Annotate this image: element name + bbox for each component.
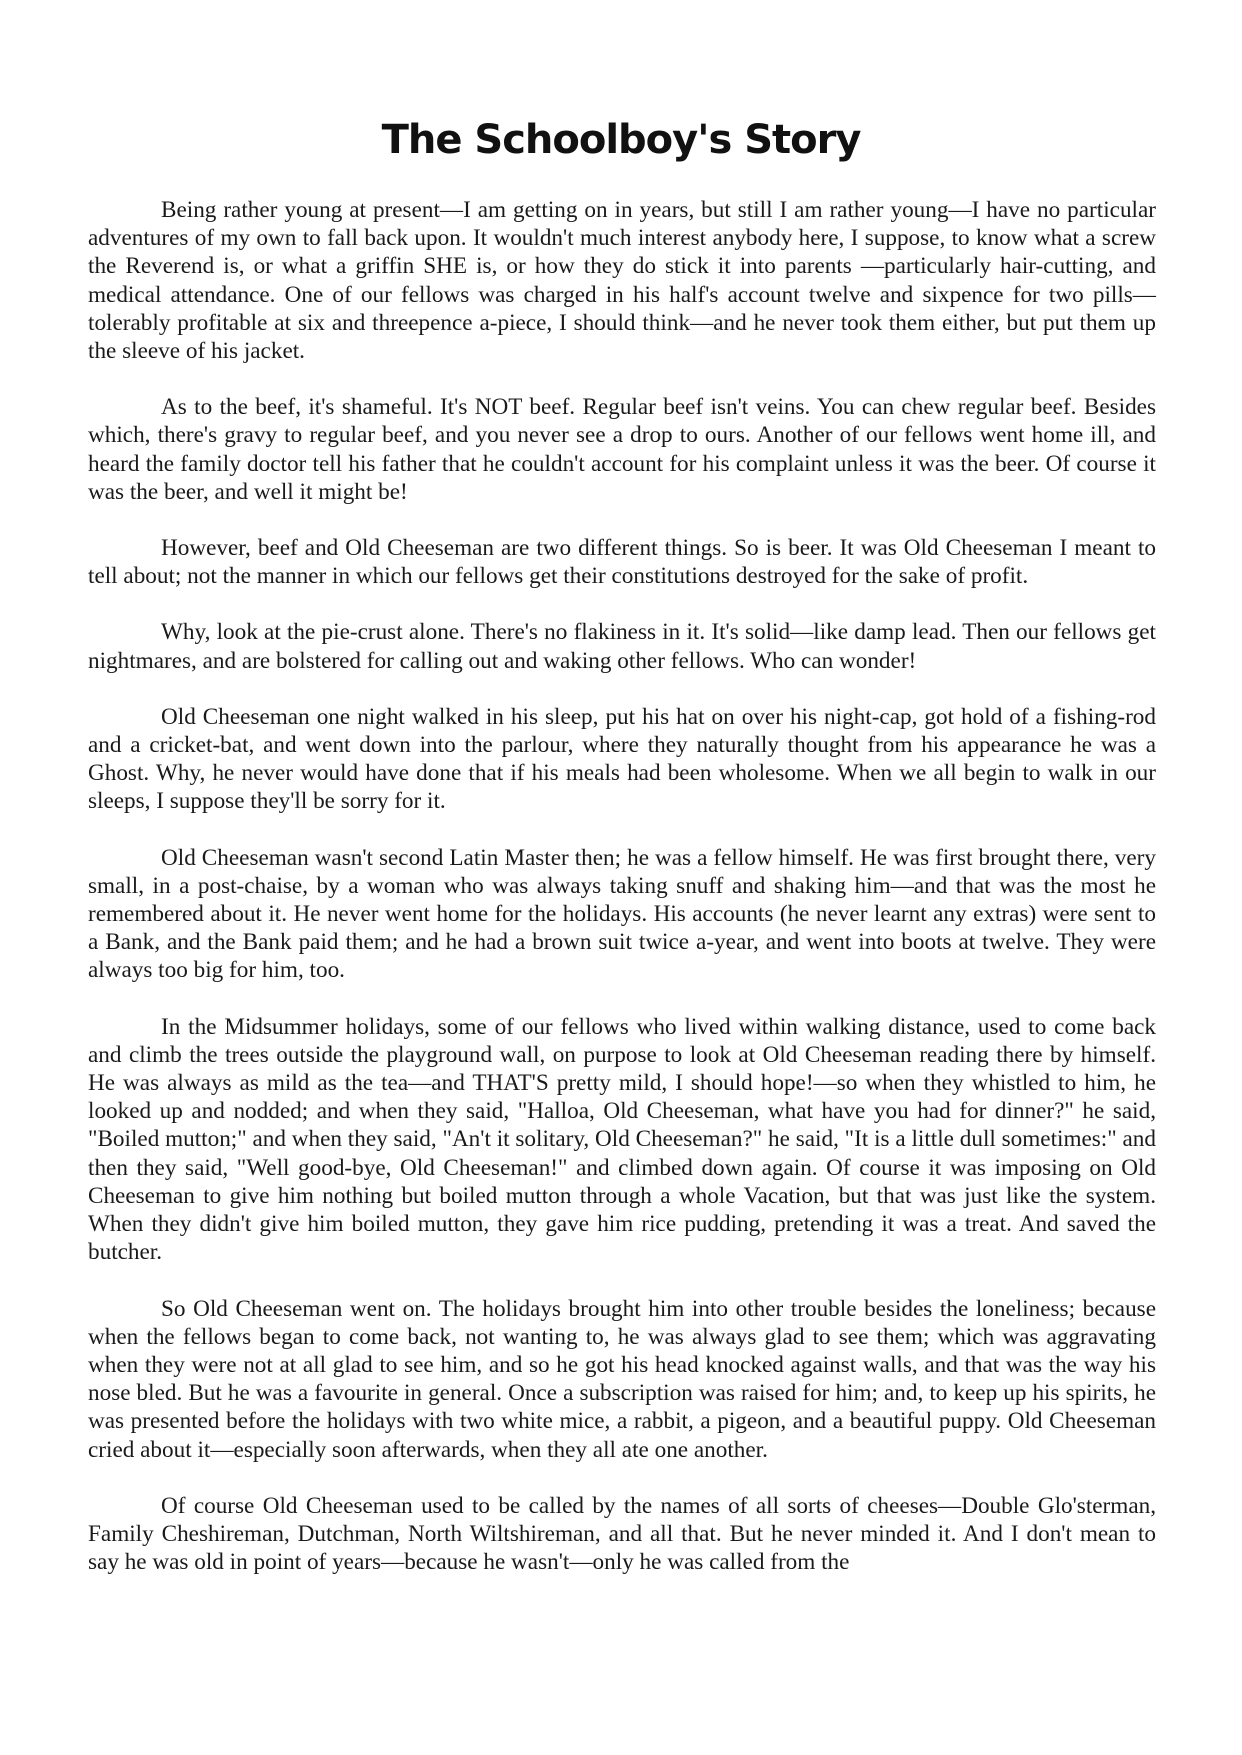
paragraph: As to the beef, it's shameful. It's NOT beef. Regular beef isn't veins. You can chew regular beef. Besides which, there's gravy to regular beef, and you never see a drop to ours. Another of our fellows went home ill, and heard the family doctor tell his father that he couldn't account for his complaint unless it was the beer. Of course it was the beer, and well it might be! [88, 394, 1156, 505]
body-text [88, 196, 1156, 1604]
paragraph: Being rather young at present—I am getting on in years, but still I am rather young—I have no particular adventures of my own to fall back upon. It wouldn't much interest anybody here, I suppose, to know what a screw the Reverend is, or what a griffin SHE is, or how they do stick it into parents —particularly hair-cutting, and medical attendance. One of our fellows was charged in his half's account twelve and sixpence for two pills—tolerably profitable at six and threepence a-piece, I should think—and he never took them either, but put them up the sleeve of his jacket. [88, 197, 1156, 365]
paragraph: Of course Old Cheeseman used to be called by the names of all sorts of cheeses—Double Glo'sterman, Family Cheshireman, Dutchman, North Wiltshireman, and all that. But he never minded it. And I don't mean to say he was old in point of years—because he wasn't—only he was called from the [88, 1492, 1156, 1576]
paragraph: So Old Cheeseman went on. The holidays brought him into other trouble besides the loneliness; because when the fellows began to come back, not wanting to, he was always glad to see them; which was aggravating when they were not at all glad to see him, and so he got his head knocked against walls, and that was the way his nose bled. But he was a favourite in general. Once a subscription was raised for him; and, to keep up his spirits, he was presented before the holidays with two white mice, a rabbit, a pigeon, and a beautiful puppy. Old Cheeseman cried about it—especially soon afterwards, when they all ate one another. [88, 1295, 1156, 1463]
paragraph: Old Cheeseman wasn't second Latin Master then; he was a fellow himself. He was first brought there, very small, in a post-chaise, by a woman who was always taking snuff and shaking him—and that was the most he remembered about it. He never went home for the holidays. His accounts (he never learnt any extras) were sent to a Bank, and the Bank paid them; and he had a brown suit twice a-year, and went into boots at twelve. They were always too big for him, too. [88, 844, 1156, 984]
paragraph: In the Midsummer holidays, some of our fellows who lived within walking distance, used to come back and climb the trees outside the playground wall, on purpose to look at Old Cheeseman reading there by himself. He was always as mild as the tea—and THAT'S pretty mild, I should hope!—so when they whistled to him, he looked up and nodded; and when they said, "Halloa, Old Cheeseman, what have you had for dinner?" he said, "Boiled mutton;" and when they said, "An't it solitary, Old Cheeseman?" he said, "It is a little dull sometimes:" and then they said, "Well good-bye, Old Cheeseman!" and climbed down again. Of course it was imposing on Old Cheeseman to give him nothing but boiled mutton through a whole Vacation, but that was just like the system. When they didn't give him boiled mutton, they gave him rice pudding, pretending it was a treat. And saved the butcher. [88, 1013, 1156, 1266]
paragraph: Old Cheeseman one night walked in his sleep, put his hat on over his night-cap, got hold of a fishing-rod and a cricket-bat, and went down into the parlour, where they naturally thought from his appearance he was a Ghost. Why, he never would have done that if his meals had been wholesome. When we all begin to walk in our sleeps, I suppose they'll be sorry for it. [88, 703, 1156, 815]
paragraph: Why, look at the pie-crust alone. There's no flakiness in it. It's solid—like damp lead. Then our fellows get nightmares, and are bolstered for calling out and waking other fellows. Who can wonder! [88, 619, 1156, 674]
page-title: The Schoolboy's Story [381, 117, 861, 163]
paragraph: However, beef and Old Cheeseman are two different things. So is beer. It was Old Cheeseman I meant to tell about; not the manner in which our fellows get their constitutions destroyed for the sake of profit. [88, 535, 1156, 590]
